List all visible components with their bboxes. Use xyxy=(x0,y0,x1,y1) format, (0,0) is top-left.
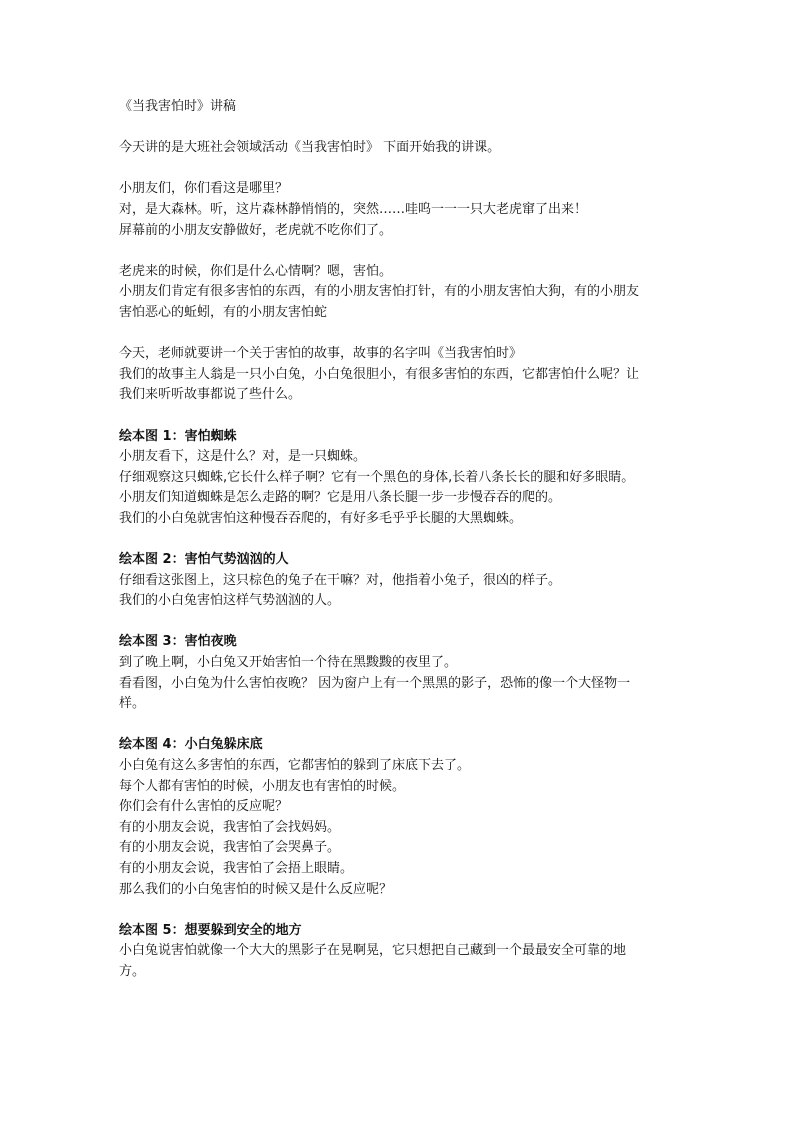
paragraph-line: 我们的故事主人翁是一只小白兔，小白兔很胆小，有很多害怕的东西，它都害怕什么呢？让 xyxy=(119,366,640,382)
paragraph-line: 小白兔有这么多害怕的东西，它都害怕的躲到了床底下去了。 xyxy=(119,758,471,773)
blank-line xyxy=(119,241,679,262)
blank-line xyxy=(119,406,679,427)
blank-line xyxy=(119,324,679,345)
paragraph-line: 每个人都有害怕的时候，小朋友也有害怕的时候。 xyxy=(119,778,406,794)
paragraph-line: 看看图，小白兔为什么害怕夜晚？ 因为窗户上有一个黑黑的影子，恐怖的像一个大怪物一 xyxy=(119,675,631,691)
paragraph-line: 有的小朋友会说，我害怕了会捂上眼睛。 xyxy=(119,860,354,876)
blank-line xyxy=(119,612,679,633)
paragraph-line: 那么我们的小白兔害怕的时候又是什么反应呢？ xyxy=(119,881,393,897)
section-3 xyxy=(119,632,679,714)
blank-line xyxy=(119,159,679,180)
section-heading: 绘本图 3：害怕夜晚 xyxy=(119,634,237,650)
paragraph-line: 方。 xyxy=(119,963,146,979)
document-title: 《当我害怕时》讲稿 xyxy=(119,99,237,114)
paragraph-line: 害怕恶心的蚯蚓，有的小朋友害怕蛇 xyxy=(119,304,328,320)
blank-line xyxy=(119,715,679,736)
paragraph-line: 小朋友看下，这是什么？对，是一只蜘蛛。 xyxy=(119,449,367,465)
opening-paragraph xyxy=(119,179,679,241)
section-heading: 绘本图 1：害怕蜘蛛 xyxy=(119,428,237,444)
paragraph-line: 样。 xyxy=(119,696,146,712)
section-4 xyxy=(119,735,679,900)
section-heading: 绘本图 2：害怕气势汹汹的人 xyxy=(119,552,289,568)
section-5 xyxy=(119,921,679,983)
paragraph-line: 老虎来的时候，你们是什么心情啊？嗯，害怕。 xyxy=(119,263,393,279)
paragraph-line: 小朋友们，你们看这是哪里？ xyxy=(119,181,289,197)
section-2 xyxy=(119,550,679,612)
feelings-paragraph xyxy=(119,262,679,324)
paragraph-line: 有的小朋友会说，我害怕了会找妈妈。 xyxy=(119,819,341,835)
paragraph-line: 对，是大森林。听，这片森林静悄悄的，突然……哇呜一一一只大老虎窜了出来！ xyxy=(119,201,588,217)
section-heading: 绘本图 4：小白兔躲床底 xyxy=(119,737,263,753)
paragraph-line: 今天，老师就要讲一个关于害怕的故事，故事的名字叫《当我害怕时》 xyxy=(119,346,523,362)
section-1 xyxy=(119,427,679,530)
blank-line xyxy=(119,900,679,921)
paragraph-line: 仔细看这张图上，这只棕色的兔子在干嘛？对，他指着小兔子，很凶的样子。 xyxy=(119,572,562,588)
paragraph-line: 到了晚上啊，小白兔又开始害怕一个待在黑黢黢的夜里了。 xyxy=(119,655,458,671)
paragraph-line: 我们的小白兔就害怕这种慢吞吞爬的，有好多毛乎乎长腿的大黑蜘蛛。 xyxy=(119,510,523,526)
paragraph-line: 我们的小白兔害怕这样气势汹汹的人。 xyxy=(119,593,341,609)
paragraph-line: 我们来听听故事都说了些什么。 xyxy=(119,387,302,403)
paragraph-line: 小朋友们知道蜘蛛是怎么走路的啊？它是用八条长腿一步一步慢吞吞的爬的。 xyxy=(119,490,562,506)
blank-line xyxy=(119,529,679,550)
paragraph-line: 你们会有什么害怕的反应呢？ xyxy=(119,799,289,815)
story-intro-paragraph xyxy=(119,344,679,406)
paragraph-line: 小白兔说害怕就像一个大大的黑影子在晃啊晃，它只想把自己藏到一个最最安全可靠的地 xyxy=(119,943,627,959)
section-heading: 绘本图 5：想要躲到安全的地方 xyxy=(119,922,302,938)
paragraph-line: 屏幕前的小朋友安静做好，老虎就不吃你们了。 xyxy=(119,222,393,238)
paragraph-line: 仔细观察这只蜘蛛,它长什么样子啊？它有一个黑色的身体,长着八条长长的腿和好多眼睛。 xyxy=(119,469,635,485)
intro-paragraph: 今天讲的是大班社会领域活动《当我害怕时》 下面开始我的讲课。 xyxy=(119,140,501,156)
paragraph-line: 小朋友们肯定有很多害怕的东西，有的小朋友害怕打针，有的小朋友害怕大狗，有的小朋友 xyxy=(119,284,640,300)
document-page xyxy=(119,97,679,983)
blank-line xyxy=(119,118,679,139)
paragraph-line: 有的小朋友会说，我害怕了会哭鼻子。 xyxy=(119,840,341,856)
